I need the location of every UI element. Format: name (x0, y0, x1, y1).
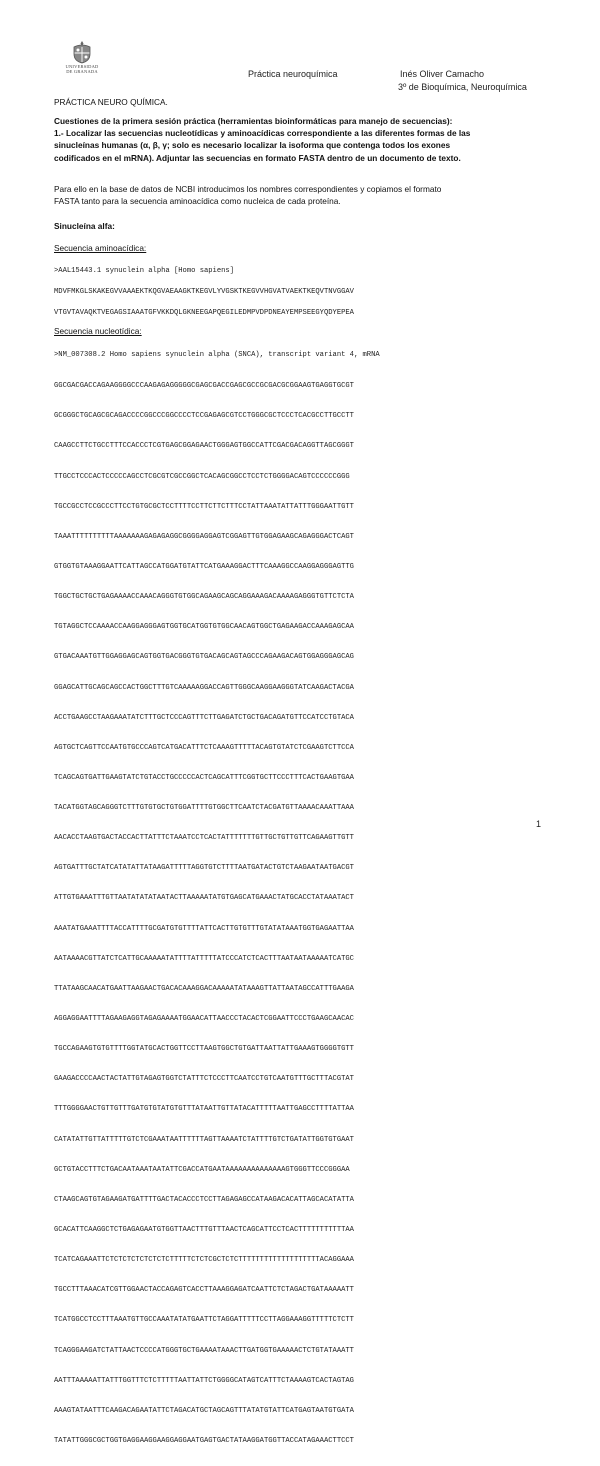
nt-line: TACATGGTAGCAGGGTCTTTGTGTGCTGTGGATTTTGTGGCTTCAATCTACGATGTTAAAACAAATTAAA (54, 804, 354, 813)
intro-line-1: Para ello en la base de datos de NCBI introducimos los nombres correspondientes y copiamos el formato (54, 184, 442, 194)
logo-line-1: UNIVERSIDAD (65, 64, 99, 69)
section-heading-alpha: Sinucleína alfa: (54, 221, 115, 231)
nt-line: TCAGGGAAGATCTATTAACTCCCCATGGGTGCTGAAAATAAACTTGATGGTGAAAAACTCTGTATAAATT (54, 1346, 354, 1355)
question-line-1: Cuestiones de la primera sesión práctica (herramientas bioinformáticas para manejo de secuencias): (54, 116, 453, 126)
nt-line: GCGGGCTGCAGCGCAGACCCCGGCCCGGCCCCTCCGAGAGCGTCCTGGGCGCTCCCTCACGCCTTGCCTT (54, 412, 354, 421)
nt-sequence-block (54, 361, 354, 1466)
nt-line: ATTGTGAAATTTGTTAATATATATAATACTTAAAAATATGTGAGCATGAAACTATGCACCTATAAATACT (54, 894, 354, 903)
crest-icon (71, 40, 93, 64)
question-line-2: 1.- Localizar las secuencias nucleotídicas y aminoacídicas correspondiente a las diferentes formas de las (54, 128, 471, 139)
page-title: PRÁCTICA NEURO QUÍMICA. (54, 97, 168, 107)
aa-sequence-line-2: VTGVTAVAQKTVEGAGSIAAATGFVKKDQLGKNEEGAPQEGILEDMPVDPDNEAYEMPSEEGYQDYEPEA (54, 309, 354, 317)
nt-line: ACCTGAAGCCTAAGAAATATCTTTGCTCCCAGTTTCTTGAGATCTGCTGACAGATGTTCCATCCTGTACA (54, 713, 354, 722)
nt-line: TTATAAGCAACATGAATTAAGAACTGACACAAAGGACAAAAATATAAAGTTATTAATAGCCATTTGAAGA (54, 984, 354, 993)
nt-line: TGCCTTTAAACATCGTTGGAACTACCAGAGTCACCTTAAAGGAGATCAATTCTCTAGACTGATAAAAATT (54, 1286, 354, 1295)
nt-line: TCATCAGAAATTCTCTCTCTCTCTCTCTTTTTCTCTCGCTCTCTTTTTTTTTTTTTTTTTTTACAGGAAA (54, 1256, 354, 1265)
nt-line: AAATATGAAATTTTACCATTTTGCGATGTGTTTTATTCACTTGTGTTTGTATATAAATGGTGAGAATTAA (54, 924, 354, 933)
aa-sequence-line-1: MDVFMKGLSKAKEGVVAAAEKTKQGVAEAAGKTKEGVLYVGSKTKEGVVHGVATVAEKTKEQVTNVGGAV (54, 288, 354, 296)
nt-line: AAAGTATAATTTCAAGACAGAATATTCTAGACATGCTAGCAGTTTATATGTATTCATGAGTAATGTGATA (54, 1406, 354, 1415)
nt-line: GTGGTGTAAAGGAATTCATTAGCCATGGATGTATTCATGAAAGGACTTTCAAAGGCCAAGGAGGGAGTTG (54, 562, 354, 571)
nt-line: TTGCCTCCCACTCCCCCAGCCTCGCGTCGCCGGCTCACAGCGGCCTCCTCTGGGGACAGTCCCCCCGGG (54, 472, 350, 481)
nt-line: AGGAGGAATTTTAGAAGAGGTAGAGAAAATGGAACATTAACCCTACACTCGGAATTCCCTGAAGCAACAC (54, 1015, 354, 1024)
nt-line: TCATGGCCTCCTTTAAATGTTGCCAAATATATGAATTCTAGGATTTTTCCTTAGGAAAGGTTTTTCTCTT (54, 1316, 354, 1325)
logo-line-2: DE GRANADA (66, 69, 98, 74)
nt-line: TGTAGGCTCCAAAACCAAGGAGGGAGTGGTGCATGGTGTGGCAACAGTGGCTGAGAAGACCAAAGAGCAA (54, 623, 354, 632)
nt-line: GAAGACCCCAACTACTATTGTAGAGTGGTCTATTTCTCCCTTCAATCCTGTCAATGTTTGCTTTACGTAT (54, 1075, 354, 1084)
header-course: 3º de Bioquímica, Neuroquímica (398, 82, 527, 92)
university-logo (62, 40, 102, 74)
intro-line-2: FASTA tanto para la secuencia aminoacídica como nucleica de cada proteína. (54, 196, 341, 207)
nt-line: AGTGATTTGCTATCATATATTATAAGATTTTTAGGTGTCTTTTAATGATACTGTCTAAGAATAATGACGT (54, 864, 354, 873)
nt-line: CATATATTGTTATTTTTGTCTCGAAATAATTTTTTAGTTAAAATCTATTTTGTCTGATATTGGTGTGAAT (54, 1135, 354, 1144)
nt-line: TTTGGGGAACTGTTGTTTGATGTGTATGTGTTTATAATTGTTATACATTTTTAATTGAGCCTTTTATTAA (54, 1105, 354, 1114)
question-block (54, 115, 554, 164)
nt-line: GGCGACGACCAGAAGGGGCCCAAGAGAGGGGGCGAGCGACCGAGCGCCGCGACGCGGAAGTGAGGTGCGT (54, 382, 354, 391)
question-line-3: sinucleínas humanas (α, β, γ; solo es necesario localizar la isoforma que contenga todos los exones (54, 140, 451, 151)
nt-line: TGCCAGAAGTGTGTTTTGGTATGCACTGGTTCCTTAAGTGGCTGTGATTAATTATTGAAAGTGGGGTGTT (54, 1045, 354, 1054)
question-line-4: codificados en el mRNA). Adjuntar las secuencias en formato FASTA dentro de un documento de texto. (54, 152, 461, 163)
nt-line: AACACCTAAGTGACTACCACTTATTTCTAAATCCTCACTATTTTTTTGTTGCTGTTGTTCAGAAGTTGTT (54, 834, 354, 843)
header-author: Inés Oliver Camacho (400, 69, 485, 79)
nt-line: GCACATTCAAGGCTCTGAGAGAATGTGGTTAACTTTGTTTAACTCAGCATTCCTCACTTTTTTTTTTTAA (54, 1226, 354, 1235)
nt-line: TAAATTTTTTTTTTAAAAAAAGAGAGAGGCGGGGAGGAGTCGGAGTTGTGGAGAAGCAGAGGGACTCAGT (54, 532, 354, 541)
nt-line: GTGACAAATGTTGGAGGAGCAGTGGTGACGGGTGTGACAGCAGTAGCCCAGAAGACAGTGGAGGGAGCAG (54, 653, 354, 662)
nt-line: CTAAGCAGTGTAGAAGATGATTTTGACTACACCCTCCTTAGAGAGCCATAAGACACATTAGCACATATTA (54, 1195, 354, 1204)
nt-line: TATATTGGGCGCTGGTGAGGAAGGAAGGAGGAATGAGTGACTATAAGGATGGTTACCATAGAAACTTCCT (54, 1437, 354, 1446)
page-number: 1 (536, 819, 542, 829)
aa-fasta-header: >AAL15443.1 synuclein alpha [Homo sapiens] (54, 267, 234, 275)
nt-line: TGGCTGCTGCTGAGAAAACCAAACAGGGTGTGGCAGAAGCAGCAGGAAAGACAAAAGAGGGTGTTCTCTA (54, 593, 354, 602)
nt-line: AGTGCTCAGTTCCAATGTGCCCAGTCATGACATTTCTCAAAGTTTTTACAGTGTATCTCGAAGTCTTCCA (54, 743, 354, 752)
intro-paragraph (54, 183, 554, 207)
nt-sequence-heading: Secuencia nucleotídica: (54, 326, 142, 336)
aa-sequence-heading: Secuencia aminoacídica: (54, 243, 147, 253)
nt-line: GGAGCATTGCAGCAGCCACTGGCTTTGTCAAAAAGGACCAGTTGGGCAAGGAAGGGTATCAAGACTACGA (54, 683, 354, 692)
nt-line: AATAAAACGTTATCTCATTGCAAAAATATTTTATTTTTATCCCATCTCACTTTAATAATAAAAATCATGC (54, 954, 354, 963)
nt-line: TGCCGCCTCCGCCCTTCCTGTGCGCTCCTTTTCCTTCTTCTTTCCTATTAAATATTATTTGGGAATTGTT (54, 502, 354, 511)
nt-fasta-header: >NM_007308.2 Homo sapiens synuclein alpha (SNCA), transcript variant 4, mRNA (54, 351, 380, 359)
nt-line: AATTTAAAAATTATTTGGTTTCTCTTTTTAATTATTCTGGGGCATAGTCATTTCTAAAAGTCACTAGTAG (54, 1376, 354, 1385)
header-doc-title: Práctica neuroquímica (248, 69, 338, 79)
nt-line: CAAGCCTTCTGCCTTTCCACCCTCGTGAGCGGAGAACTGGGAGTGGCCATTCGACGACAGGTTAGCGGGT (54, 442, 354, 451)
nt-line: TCAGCAGTGATTGAAGTATCTGTACCTGCCCCCACTCAGCATTTCGGTGCTTCCCTTTCACTGAAGTGAA (54, 773, 354, 782)
nt-line: GCTGTACCTTTCTGACAATAAATAATATTCGACCATGAATAAAAAAAAAAAAAAGTGGGTTCCCGGGAA (54, 1165, 350, 1174)
